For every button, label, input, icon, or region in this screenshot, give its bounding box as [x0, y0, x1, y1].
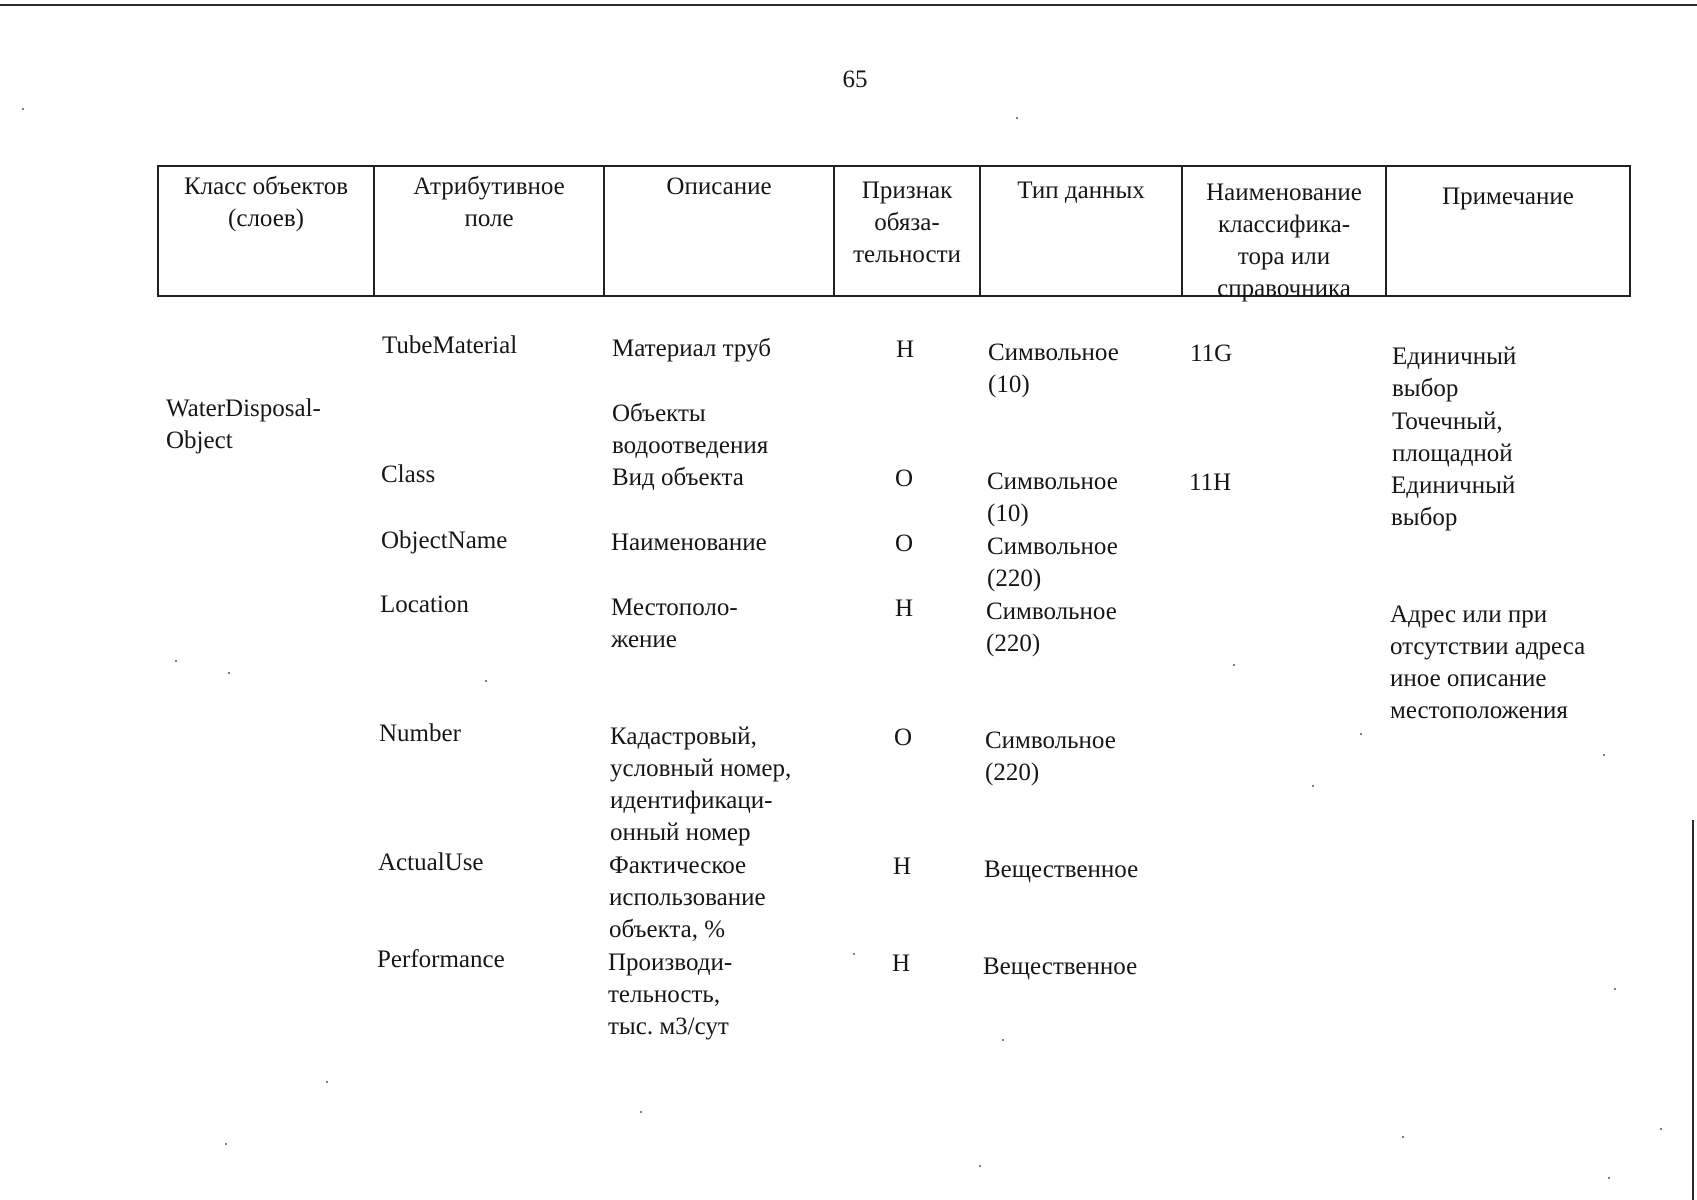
scan-speck: [640, 1111, 642, 1113]
field-required: Н: [892, 853, 912, 880]
header-datatype: Тип данных: [981, 167, 1183, 295]
field-description: Вид объекта: [612, 464, 744, 491]
field-required: Н: [891, 950, 911, 977]
field-required: О: [893, 724, 913, 751]
scan-speck: [1016, 117, 1018, 119]
page-number: 65: [842, 66, 868, 93]
scan-speck: [225, 1143, 227, 1145]
field-datatype: Вещественное: [983, 953, 1138, 980]
header-description: Описание: [605, 167, 835, 295]
header-required: Признак обяза- тельности: [835, 167, 981, 295]
top-border-line: [0, 4, 1697, 6]
scan-speck: [1002, 1039, 1004, 1041]
field-name: Performance: [377, 946, 505, 973]
field-description: Кадастровый, условный номер, идентификаци- онный номер: [610, 723, 792, 846]
scan-speck: [175, 660, 177, 662]
field-datatype: Символьное (220): [987, 533, 1118, 592]
header-class: Класс объектов (слоев): [159, 167, 375, 295]
header-attribute: Атрибутивное поле: [375, 167, 605, 295]
field-description: Фактическое использование объекта, %: [609, 852, 766, 943]
scan-speck: [485, 680, 487, 682]
field-name: Class: [381, 461, 436, 488]
scan-speck: [1402, 1136, 1404, 1138]
field-name: Location: [380, 591, 469, 618]
object-class-description: Объекты водоотведения: [612, 400, 769, 459]
field-datatype: Вещественное: [984, 856, 1139, 883]
scan-speck: [1233, 664, 1235, 666]
table-header: [157, 165, 1631, 302]
field-name: ObjectName: [381, 527, 508, 554]
scan-speck: [22, 108, 24, 110]
object-class-note: Точечный, площадной: [1392, 408, 1513, 467]
field-required: Н: [895, 336, 915, 363]
header-note: Примечание: [1442, 183, 1574, 210]
scan-speck: [1360, 733, 1362, 735]
field-name: Number: [379, 720, 461, 747]
field-required: Н: [894, 595, 914, 622]
scan-speck: [853, 953, 855, 955]
header-classifier: Наименование классифика- тора или справочника: [1183, 167, 1387, 295]
field-datatype: Символьное (220): [985, 727, 1116, 786]
field-description: Местополо- жение: [611, 594, 738, 653]
field-description: Наименование: [611, 529, 767, 556]
scan-speck: [1312, 785, 1314, 787]
scan-speck: [1660, 1128, 1662, 1130]
right-edge-line: [1692, 820, 1694, 1200]
scan-speck: [1603, 754, 1605, 756]
field-name: ActualUse: [378, 849, 484, 876]
field-name: TubeMaterial: [382, 332, 518, 359]
scan-speck: [1608, 1177, 1610, 1179]
field-note: Единичный выбор: [1391, 472, 1516, 531]
field-datatype: Символьное (220): [986, 598, 1117, 657]
field-classifier: 11H: [1189, 469, 1232, 496]
field-description: Материал труб: [612, 335, 771, 362]
scan-speck: [979, 1165, 981, 1167]
scan-speck: [228, 672, 230, 674]
field-note: Единичный выбор: [1392, 343, 1517, 402]
field-note: Адрес или при отсутствии адреса иное описание местоположения: [1390, 601, 1586, 724]
field-required: О: [894, 465, 914, 492]
field-datatype: Символьное (10): [988, 339, 1119, 398]
field-required: О: [894, 530, 914, 557]
field-datatype: Символьное (10): [987, 468, 1118, 527]
field-description: Производи- тельность, тыс. м3/сут: [608, 949, 733, 1040]
scan-speck: [1614, 988, 1616, 990]
field-classifier: 11G: [1190, 340, 1233, 367]
object-class-name: WaterDisposal- Object: [166, 395, 321, 454]
scan-speck: [326, 1081, 328, 1083]
